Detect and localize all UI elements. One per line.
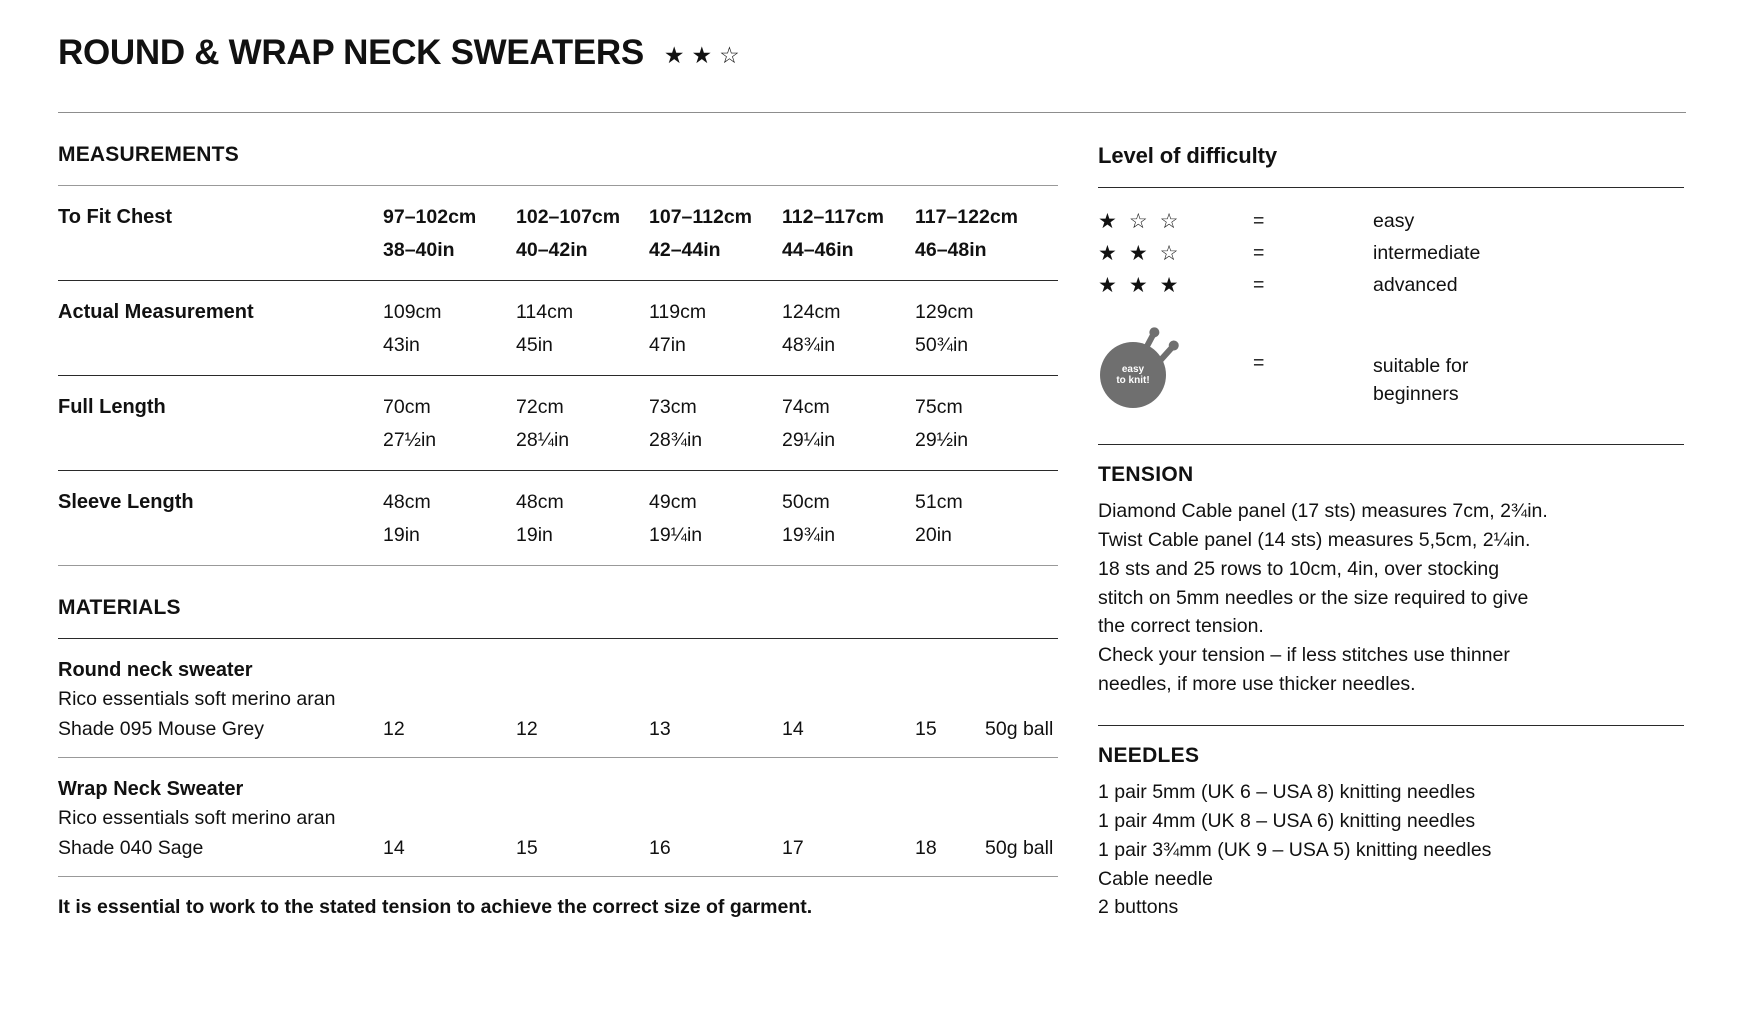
star-filled-icon: ★ — [1159, 274, 1179, 297]
tension-line: Check your tension – if less stitches use thinner — [1098, 644, 1510, 667]
measurement-cm: 117–122cm — [915, 206, 1019, 228]
measurement-cell — [383, 491, 516, 547]
measurement-cm: 49cm — [649, 491, 697, 513]
measurement-in: 29¼in — [782, 429, 836, 451]
measurement-cm: 109cm — [383, 301, 442, 323]
easy-to-knit-badge — [1098, 332, 1253, 418]
measurement-cell — [915, 396, 1048, 452]
star-empty-icon: ☆ — [1159, 242, 1179, 265]
difficulty-legend — [1098, 210, 1684, 306]
star-filled-icon: ★ — [1098, 242, 1117, 265]
measurement-row-divider — [58, 565, 1058, 566]
measurement-in: 19¼in — [649, 524, 703, 546]
measurement-cm: 48cm — [383, 491, 431, 513]
material-divider — [58, 876, 1058, 877]
measurement-cm: 114cm — [516, 301, 574, 323]
star-empty-icon: ☆ — [1128, 210, 1148, 233]
measurement-cm: 102–107cm — [516, 206, 621, 228]
measurement-cm: 51cm — [915, 491, 963, 513]
measurement-in: 46–48in — [915, 239, 987, 261]
tension-line: Twist Cable panel (14 sts) measures 5,5cm, 2¼in. — [1098, 528, 1531, 551]
measurement-cm: 119cm — [649, 301, 707, 323]
needles-line: 2 buttons — [1098, 896, 1179, 919]
tension-footnote: It is essential to work to the stated tension to achieve the correct size of garment. — [58, 896, 813, 918]
material-quantity: 17 — [782, 837, 804, 859]
badge-line-1: easy — [1121, 363, 1145, 375]
measurement-cell — [915, 491, 1048, 547]
measurement-cell — [782, 301, 915, 357]
material-item — [58, 639, 1058, 757]
difficulty-legend-row — [1098, 210, 1684, 242]
measurement-cm: 70cm — [383, 396, 431, 418]
measurement-row-label: To Fit Chest — [58, 206, 173, 228]
material-quantity: 15 — [915, 718, 937, 740]
beginner-label-line-1: suitable for — [1373, 355, 1469, 377]
measurement-in: 45in — [516, 334, 553, 356]
measurement-cell — [516, 301, 649, 357]
measurement-cell — [516, 396, 649, 452]
measurement-cm: 97–102cm — [383, 206, 477, 228]
material-title: Wrap Neck Sweater — [58, 778, 244, 800]
star-filled-icon: ★ — [1098, 274, 1117, 297]
materials-heading: MATERIALS — [58, 596, 181, 619]
column-gap — [1058, 113, 1098, 922]
material-unit: 50g ball — [985, 837, 1054, 859]
measurement-cm: 74cm — [782, 396, 830, 418]
measurement-in: 42–44in — [649, 239, 721, 261]
needles-text — [1098, 778, 1684, 922]
tension-line: the correct tension. — [1098, 615, 1264, 638]
difficulty-equals: = — [1253, 210, 1265, 232]
needles-line: 1 pair 4mm (UK 8 – USA 6) knitting needles — [1098, 809, 1476, 832]
measurement-in: 43in — [383, 334, 420, 356]
measurements-heading: MEASUREMENTS — [58, 143, 239, 166]
star-empty-icon: ☆ — [719, 41, 740, 68]
material-quantity: 12 — [516, 718, 538, 740]
badge-line-2: to knit! — [1116, 375, 1150, 386]
difficulty-legend-row — [1098, 242, 1684, 274]
measurement-row-label: Sleeve Length — [58, 491, 194, 513]
measurement-in: 44–46in — [782, 239, 854, 261]
material-shade: Shade 095 Mouse Grey — [58, 718, 264, 740]
beginner-legend-row — [1098, 332, 1684, 418]
measurement-cell — [649, 301, 782, 357]
tension-line: needles, if more use thicker needles. — [1098, 673, 1416, 696]
material-quantity: 16 — [649, 837, 671, 859]
measurement-row — [58, 471, 1058, 565]
measurement-cell — [915, 301, 1048, 357]
measurement-in: 50¾in — [915, 334, 969, 356]
title-difficulty-stars — [663, 41, 740, 68]
star-filled-icon: ★ — [663, 41, 685, 68]
measurement-in: 29½in — [915, 429, 969, 451]
measurement-in: 20in — [915, 524, 952, 546]
star-filled-icon: ★ — [691, 41, 713, 68]
measurement-in: 28¼in — [516, 429, 570, 451]
needles-line: Cable needle — [1098, 867, 1213, 890]
measurement-in: 40–42in — [516, 239, 588, 261]
measurement-row — [58, 186, 1058, 280]
difficulty-equals: = — [1253, 274, 1265, 296]
measurement-cm: 112–117cm — [782, 206, 884, 228]
tension-line: Diamond Cable panel (17 sts) measures 7cm, 2¾in. — [1098, 500, 1548, 522]
difficulty-label: intermediate — [1373, 242, 1481, 264]
measurement-in: 27½in — [383, 429, 437, 451]
measurements-table — [58, 186, 1058, 566]
material-quantity: 15 — [516, 837, 538, 859]
measurement-cell — [649, 396, 782, 452]
measurement-cell — [782, 491, 915, 547]
content-columns — [58, 113, 1686, 922]
measurement-in: 28¾in — [649, 429, 703, 451]
star-filled-icon: ★ — [1098, 210, 1117, 233]
tension-text — [1098, 497, 1684, 699]
material-quantity: 14 — [782, 718, 804, 740]
star-filled-icon: ★ — [1128, 242, 1148, 265]
material-item — [58, 758, 1058, 876]
measurement-in: 38–40in — [383, 239, 455, 261]
material-title: Round neck sweater — [58, 659, 253, 681]
measurement-in: 19in — [516, 524, 553, 546]
measurement-cell — [649, 491, 782, 547]
materials-list — [58, 639, 1058, 877]
page-header — [58, 26, 1686, 80]
measurement-cell — [782, 206, 915, 262]
measurement-row — [58, 376, 1058, 470]
difficulty-stars — [1098, 210, 1253, 233]
measurement-in: 19in — [383, 524, 420, 546]
measurement-cm: 107–112cm — [649, 206, 753, 228]
measurement-cm: 48cm — [516, 491, 564, 513]
measurement-cell — [516, 491, 649, 547]
needles-line: 1 pair 3¾mm (UK 9 – USA 5) knitting needles — [1098, 838, 1492, 861]
page-title: ROUND & WRAP NECK SWEATERS — [58, 33, 644, 72]
tension-line: 18 sts and 25 rows to 10cm, 4in, over stocking — [1098, 557, 1500, 580]
measurement-row-label: Full Length — [58, 396, 166, 418]
measurement-row — [58, 281, 1058, 375]
difficulty-label: easy — [1373, 210, 1415, 232]
difficulty-heading: Level of difficulty — [1098, 143, 1278, 168]
measurement-cell — [383, 396, 516, 452]
measurement-cm: 73cm — [649, 396, 697, 418]
left-column — [58, 113, 1058, 922]
needles-heading: NEEDLES — [1098, 744, 1200, 768]
measurement-cm: 72cm — [516, 396, 564, 418]
star-empty-icon: ☆ — [1159, 210, 1179, 233]
tension-heading: TENSION — [1098, 463, 1194, 486]
measurement-cm: 75cm — [915, 396, 963, 418]
material-shade: Shade 040 Sage — [58, 837, 204, 859]
beginner-label-line-2: beginners — [1373, 383, 1459, 406]
measurement-cm: 129cm — [915, 301, 974, 323]
measurement-cell — [516, 206, 649, 262]
measurement-cell — [383, 301, 516, 357]
measurement-cell — [915, 206, 1048, 262]
difficulty-divider — [1098, 187, 1684, 188]
difficulty-stars — [1098, 274, 1253, 297]
measurement-cm: 124cm — [782, 301, 841, 323]
material-quantity: 12 — [383, 718, 405, 740]
measurement-cell — [383, 206, 516, 262]
difficulty-equals: = — [1253, 242, 1265, 264]
beginner-label — [1373, 332, 1468, 409]
tension-divider — [1098, 444, 1684, 445]
needles-line: 1 pair 5mm (UK 6 – USA 8) knitting needles — [1098, 781, 1476, 804]
tension-line: stitch on 5mm needles or the size required to give — [1098, 586, 1529, 609]
measurement-row-label: Actual Measurement — [58, 301, 254, 323]
measurement-in: 19¾in — [782, 524, 836, 546]
measurement-cell — [649, 206, 782, 262]
badge-label — [1100, 342, 1166, 408]
star-filled-icon: ★ — [1128, 274, 1148, 297]
material-yarn: Rico essentials soft merino aran — [58, 688, 336, 710]
needles-divider — [1098, 725, 1684, 726]
material-quantity: 13 — [649, 718, 671, 740]
material-quantity: 18 — [915, 837, 937, 859]
measurement-cell — [782, 396, 915, 452]
measurement-cm: 50cm — [782, 491, 830, 513]
material-quantity: 14 — [383, 837, 405, 859]
difficulty-label: advanced — [1373, 274, 1458, 296]
beginner-equals: = — [1253, 352, 1265, 374]
difficulty-legend-row — [1098, 274, 1684, 306]
material-unit: 50g ball — [985, 718, 1054, 740]
right-column — [1098, 113, 1684, 922]
material-yarn: Rico essentials soft merino aran — [58, 807, 336, 829]
measurement-in: 47in — [649, 334, 686, 356]
measurement-in: 48¾in — [782, 334, 836, 356]
difficulty-stars — [1098, 242, 1253, 265]
